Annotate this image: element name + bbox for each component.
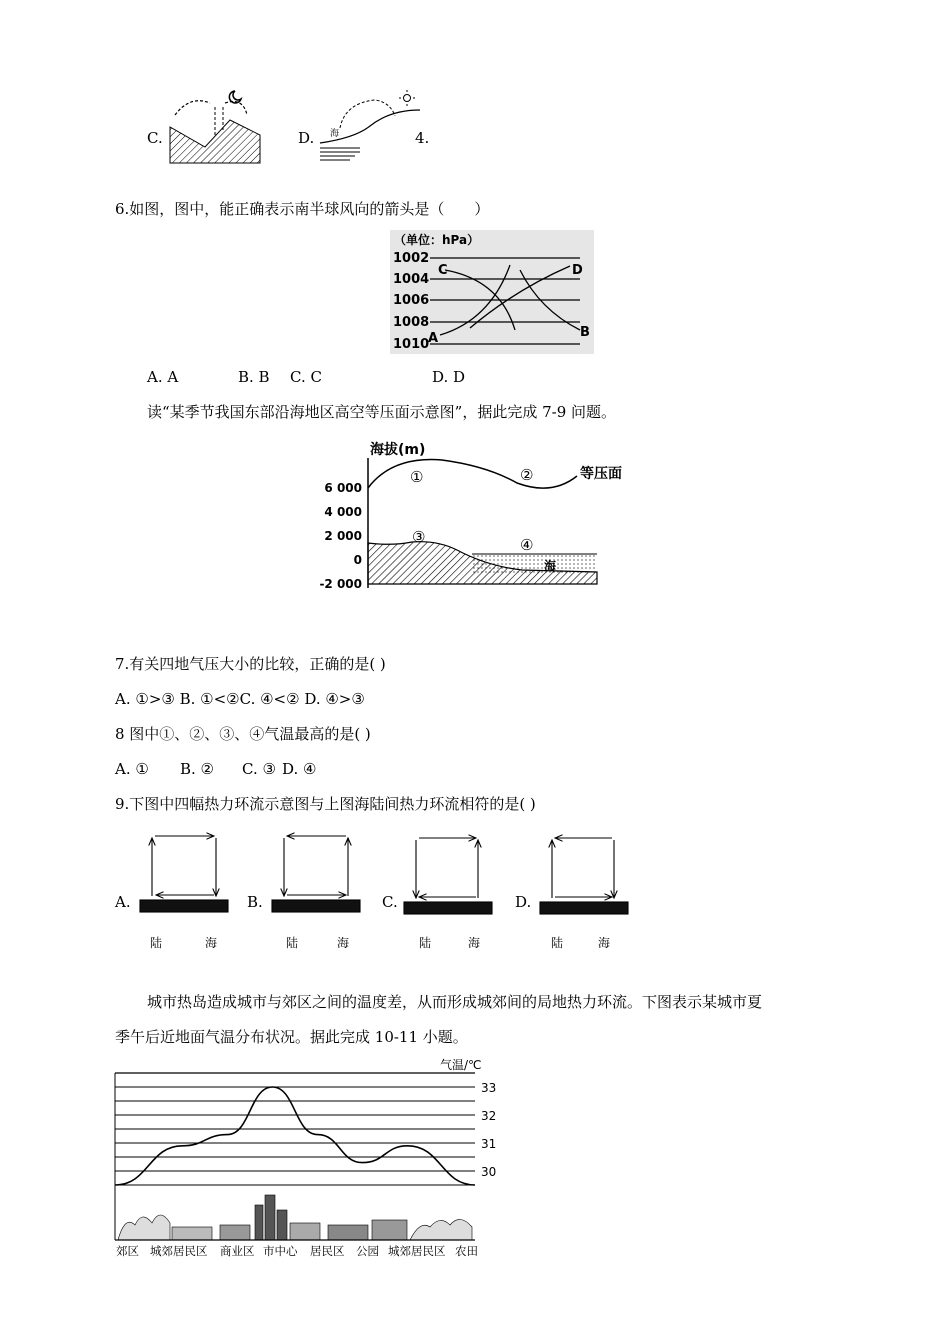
question-6: 6.如图，图中，能正确表示南半球风向的箭头是（ ）	[115, 200, 490, 218]
diagram-a	[140, 836, 228, 912]
diagram-b	[272, 836, 360, 912]
unit-label: （单位：hPa）	[394, 233, 480, 247]
tick-label: 0	[353, 553, 362, 567]
letter-c: C	[438, 263, 448, 278]
y-tick-label: 31	[481, 1137, 497, 1151]
y-axis-label: 海拔(m)	[370, 442, 426, 458]
sea-label: 海	[205, 936, 218, 950]
intro-10-11-line1: 城市热岛造成城市与郊区之间的温度差，从而形成城郊间的局地热力环流。下图表示某城市夏	[147, 993, 763, 1011]
sea-label: 海	[544, 559, 557, 573]
x-category-label: 郊区	[116, 1244, 139, 1258]
q6-option-d: D. D	[432, 368, 466, 386]
x-category-label: 商业区	[220, 1244, 255, 1258]
q6-option-b: B. B	[238, 368, 270, 386]
point-1: ①	[410, 468, 424, 486]
x-category-label: 公园	[356, 1244, 379, 1258]
x-category-label: 市中心	[263, 1244, 298, 1258]
q9-option-b: B.	[247, 893, 263, 911]
isobar-label: 1008	[393, 315, 430, 330]
question-7: 7.有关四地气压大小的比较，正确的是( )	[115, 655, 386, 673]
question-8: 8 图中①、②、③、④气温最高的是( )	[115, 725, 371, 743]
point-4: ④	[520, 536, 534, 554]
isobaric-surface-label: 等压面	[580, 466, 622, 482]
question-number: 4.	[415, 129, 430, 147]
point-2: ②	[520, 466, 534, 484]
option-d-label: D.	[298, 129, 315, 147]
tick-label: 2 000	[324, 529, 362, 543]
q9-option-d: D.	[515, 893, 532, 911]
sea-label: 海	[468, 936, 481, 950]
circulation-diagram-c	[165, 85, 265, 165]
circulation-options	[130, 828, 640, 958]
sea-label: 海	[598, 936, 611, 950]
q8-option-c: C. ③	[242, 760, 276, 778]
point-3: ③	[412, 528, 426, 546]
intro-10-11-line2: 季午后近地面气温分布状况。据此完成 10-11 小题。	[115, 1028, 468, 1046]
question-9: 9.下图中四幅热力环流示意图与上图海陆间热力环流相符的是( )	[115, 795, 536, 813]
tick-label: 4 000	[324, 505, 362, 519]
tick-label: -2 000	[319, 577, 362, 591]
land-label: 陆	[286, 936, 299, 950]
q9-option-a: A.	[115, 893, 131, 911]
temperature-curve	[115, 1087, 475, 1185]
isobar-label: 1002	[393, 251, 430, 266]
y-axis-label: 气温/℃	[440, 1058, 482, 1072]
x-category-label: 居民区	[310, 1244, 345, 1258]
land-label: 陆	[419, 936, 432, 950]
y-tick-label: 32	[481, 1109, 497, 1123]
isobar-label: 1010	[393, 337, 430, 352]
skyline-illustration	[118, 1195, 472, 1240]
land-label: 陆	[551, 936, 564, 950]
x-category-label: 城郊居民区	[150, 1244, 208, 1258]
q8-option-d: D. ④	[282, 760, 317, 778]
intro-7-9: 读“某季节我国东部沿海地区高空等压面示意图”，据此完成 7-9 问题。	[147, 403, 617, 421]
q9-option-c: C.	[382, 893, 398, 911]
q8-option-a: A. ①	[115, 760, 149, 778]
isobaric-surface-figure	[312, 438, 642, 596]
isobar-figure	[390, 230, 594, 354]
circulation-diagram-d	[315, 88, 425, 166]
x-category-label: 城郊居民区	[388, 1244, 446, 1258]
diagram-c	[404, 838, 492, 914]
y-tick-label: 33	[481, 1081, 497, 1095]
letter-d: D	[572, 263, 583, 278]
y-tick-label: 30	[481, 1165, 497, 1179]
q8-option-b: B. ②	[180, 760, 215, 778]
isobar-label: 1004	[393, 272, 430, 287]
temperature-chart	[110, 1055, 510, 1260]
q7-options: A. ①>③ B. ①<②C. ④<② D. ④>③	[115, 690, 365, 708]
letter-b: B	[580, 325, 590, 340]
q6-option-a: A. A	[147, 368, 179, 386]
sea-label: 海	[337, 936, 350, 950]
option-c-label: C.	[147, 129, 163, 147]
sea-label: 海	[330, 129, 340, 139]
q6-option-c: C. C	[290, 368, 322, 386]
isobaric-surface-line	[368, 460, 577, 489]
letter-a: A	[428, 331, 439, 346]
tick-label: 6 000	[324, 481, 362, 495]
land-label: 陆	[150, 936, 163, 950]
sun-icon	[404, 95, 411, 102]
isobar-label: 1006	[393, 293, 430, 308]
x-category-label: 农田	[455, 1244, 478, 1258]
diagram-d	[540, 838, 628, 914]
